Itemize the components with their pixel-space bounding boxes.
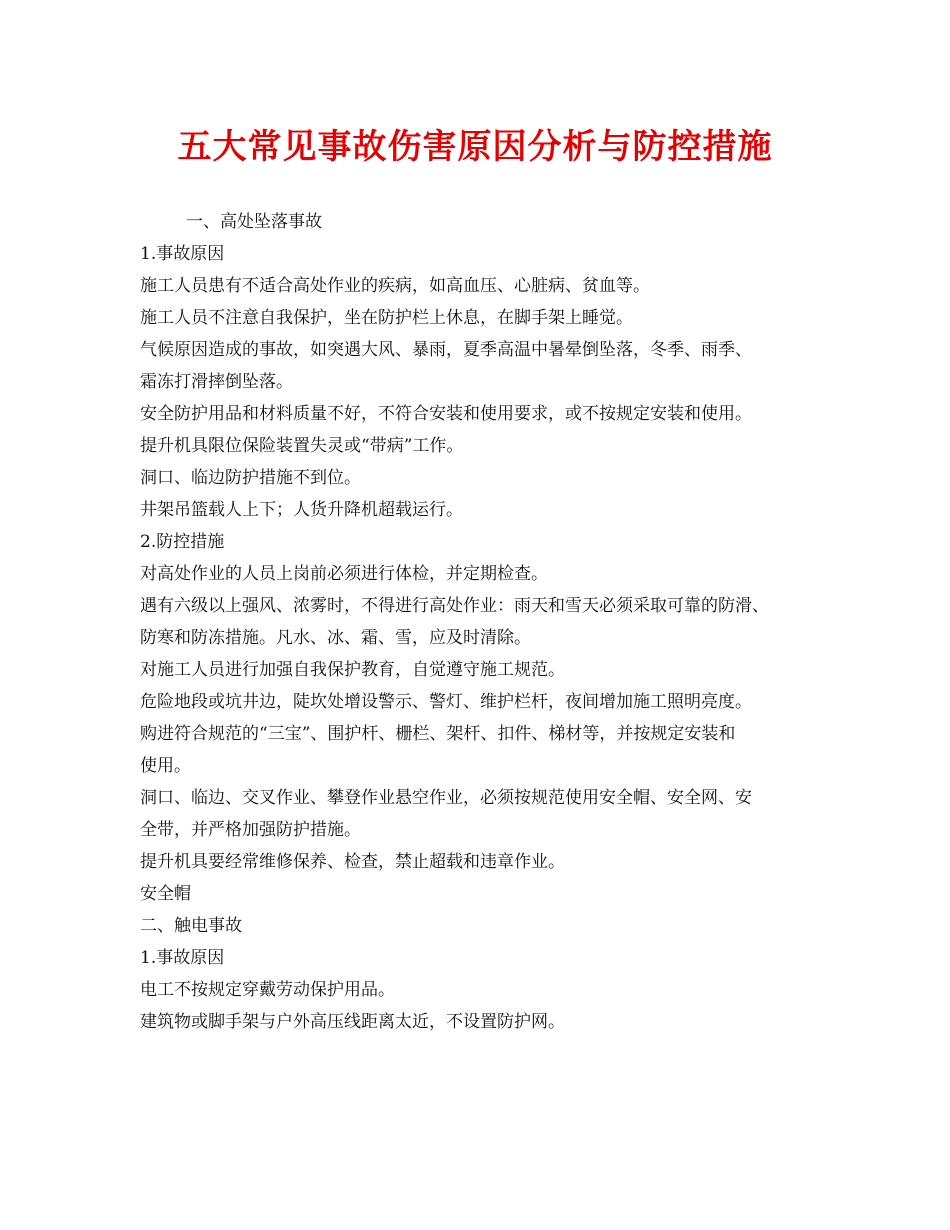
paragraph-line: 防寒和防冻措施。凡水、冰、霜、雪，应及时清除。: [140, 628, 531, 648]
paragraph-line: 提升机具要经常维修保养、检查，禁止超载和违章作业。: [140, 852, 565, 872]
document-title: 五大常见事故伤害原因分析与防控措施: [177, 127, 773, 167]
paragraph-line: 全带，并严格加强防护措施。: [140, 820, 361, 840]
paragraph-line: 洞口、临边、交叉作业、攀登作业悬空作业，必须按规范使用安全帽、安全网、安: [140, 788, 752, 808]
paragraph-line: 对高处作业的人员上岗前必须进行体检，并定期检查。: [140, 564, 548, 584]
paragraph-line: 霜冻打滑摔倒坠落。: [140, 372, 293, 392]
paragraph-line: 安全帽: [140, 884, 191, 904]
paragraph-line: 安全防护用品和材料质量不好，不符合安装和使用要求，或不按规定安装和使用。: [140, 404, 752, 424]
subsection-heading: 2.防控措施: [140, 532, 225, 552]
paragraph-line: 遇有六级以上强风、浓雾时，不得进行高处作业：雨天和雪天必须采取可靠的防滑、: [140, 596, 769, 616]
paragraph-line: 电工不按规定穿戴劳动保护用品。: [140, 980, 395, 1000]
paragraph-line: 使用。: [140, 756, 191, 776]
section-heading: 一、高处坠落事故: [186, 212, 322, 232]
paragraph-line: 对施工人员进行加强自我保护教育，自觉遵守施工规范。: [140, 660, 565, 680]
section-heading: 二、触电事故: [140, 916, 242, 936]
paragraph-line: 购进符合规范的“三宝”、围护杆、栅栏、架杆、扣件、梯材等，并按规定安装和: [140, 724, 736, 744]
paragraph-line: 施工人员患有不适合高处作业的疾病，如高血压、心脏病、贫血等。: [140, 276, 650, 296]
paragraph-line: 危险地段或坑井边，陡坎处增设警示、警灯、维护栏杆，夜间增加施工照明亮度。: [140, 692, 752, 712]
subsection-heading: 1.事故原因: [140, 948, 225, 968]
document-body: [140, 206, 830, 1038]
paragraph-line: 气候原因造成的事故，如突遇大风、暴雨，夏季高温中暑晕倒坠落，冬季、雨季、: [140, 340, 752, 360]
paragraph-line: 建筑物或脚手架与户外高压线距离太近，不设置防护网。: [140, 1012, 565, 1032]
subsection-heading: 1.事故原因: [140, 244, 225, 264]
paragraph-line: 洞口、临边防护措施不到位。: [140, 468, 361, 488]
paragraph-line: 提升机具限位保险装置失灵或“带病”工作。: [140, 436, 464, 456]
paragraph-line: 施工人员不注意自我保护，坐在防护栏上休息，在脚手架上睡觉。: [140, 308, 633, 328]
paragraph-line: 井架吊篮载人上下；人货升降机超载运行。: [140, 500, 463, 520]
